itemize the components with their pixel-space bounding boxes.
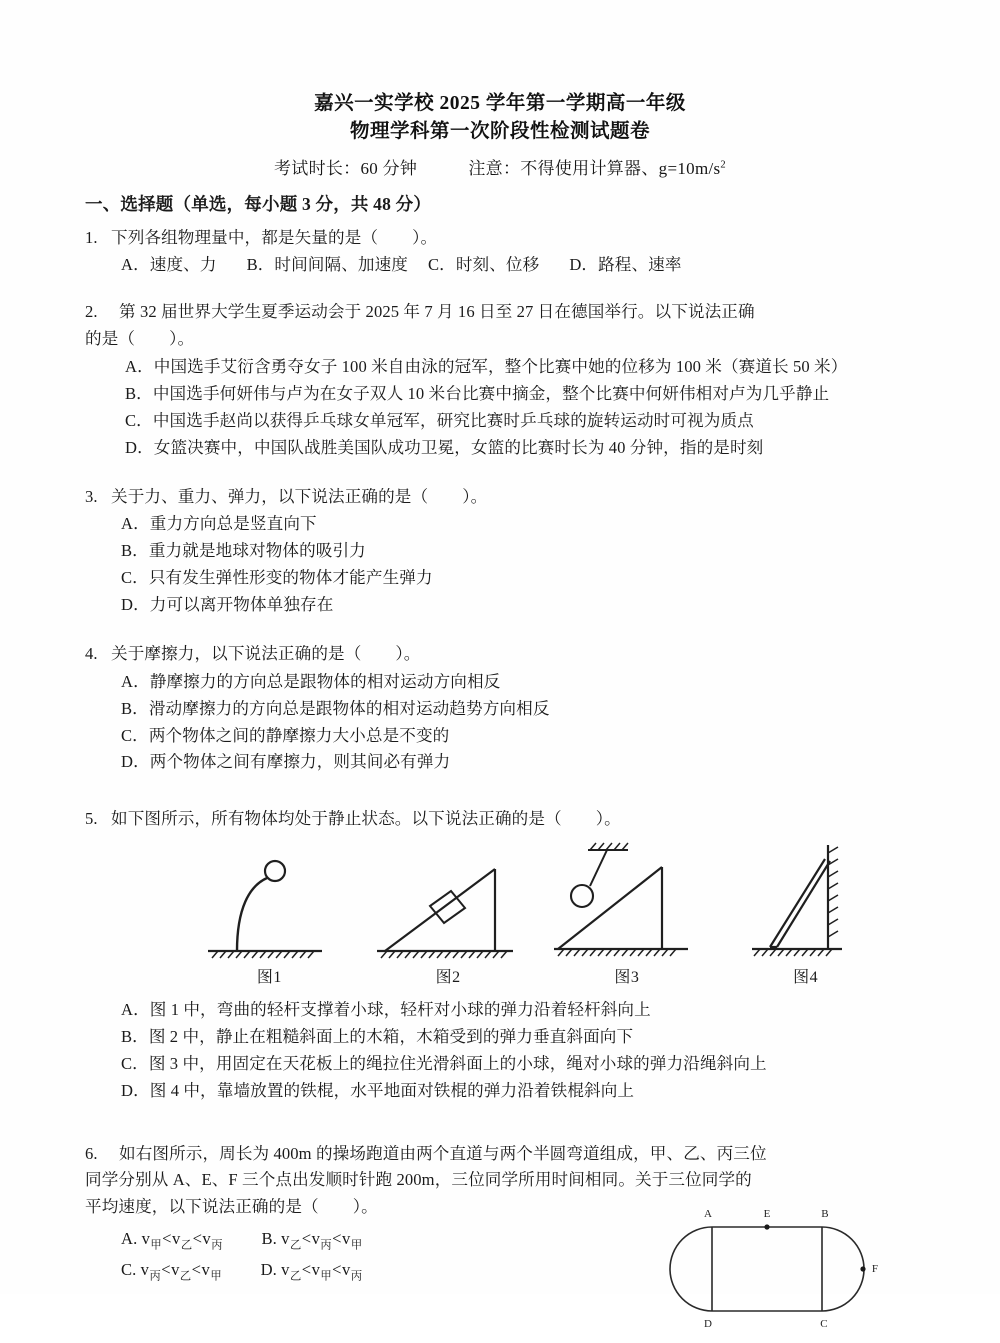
opt-a-sub2: 乙 xyxy=(180,1239,193,1252)
question-5-stem xyxy=(85,806,915,833)
block-on-incline-diagram xyxy=(373,854,523,964)
ball-on-incline-with-rope-diagram xyxy=(552,839,702,964)
opt-d-label: D. xyxy=(260,1259,277,1279)
question-2-stem-line2: 的是（ xyxy=(85,329,136,349)
question-6-track-figure xyxy=(662,1199,897,1343)
gravity-exponent: 2 xyxy=(720,158,726,170)
opt-b-sub1: 乙 xyxy=(289,1239,302,1252)
opt-b-label: B. xyxy=(261,1229,277,1249)
running-track-diagram xyxy=(662,1199,897,1334)
opt-a-sub1: 甲 xyxy=(150,1239,163,1252)
question-4-stem-text: 关于摩擦力，以下说法正确的是（ xyxy=(111,643,362,663)
question-1-stem-text: 下列各组物理量中，都是矢量的是（ xyxy=(111,227,379,247)
exam-notice: 注意：不得使用计算器、g=10m/s xyxy=(468,158,721,178)
opt-a-label: A. xyxy=(121,1229,138,1249)
opt-c-sub2: 乙 xyxy=(179,1270,192,1283)
opt-b-expr: $v_乙<v_丙<v_甲$ xyxy=(281,1229,363,1252)
question-2 xyxy=(85,299,915,461)
question-1-stem-tail: ）。 xyxy=(412,227,438,247)
figure-1 xyxy=(194,854,344,991)
curved-rod-with-ball-diagram xyxy=(204,854,334,964)
question-5-option-d[interactable]: D．图 4 中，靠墙放置的铁棍，水平地面对铁棍的弹力沿着铁棍斜向上 xyxy=(121,1080,635,1100)
rod-against-wall-diagram xyxy=(746,839,866,964)
question-1-text xyxy=(111,225,915,252)
track-label-f: F xyxy=(871,1263,879,1276)
opt-d-sub1: 乙 xyxy=(289,1270,302,1283)
opt-gap xyxy=(408,252,428,279)
opt-b-sub3: 甲 xyxy=(350,1239,363,1252)
question-2-stem-line1: 第 32 届世界大学生夏季运动会于 2025 年 7 月 16 日至 27 日在德国举行。以下说法正确 xyxy=(119,302,755,322)
question-5-text xyxy=(111,806,915,833)
track-point-f-marker xyxy=(860,1267,865,1272)
question-5 xyxy=(85,806,915,1104)
question-1 xyxy=(85,225,915,280)
question-2-option-b[interactable]: B．中国选手何妍伟与卢为在女子双人 10 米台比赛中摘金，整个比赛中何妍伟相对卢为几乎静止 xyxy=(125,383,830,403)
exam-meta xyxy=(85,154,915,179)
figure-2-caption: 图2 xyxy=(435,969,461,987)
school-term-title: 嘉兴一实学校 2025 学年第一学期高一年级 xyxy=(314,93,686,114)
question-5-options xyxy=(85,997,915,1105)
question-1-option-row xyxy=(85,252,915,279)
question-2-text xyxy=(119,299,915,326)
opt-c-sub1: 丙 xyxy=(149,1270,162,1283)
question-3-option-d[interactable]: D．力可以离开物体单独存在 xyxy=(121,595,334,615)
question-1-stem xyxy=(85,225,915,252)
question-2-stem-line2-tail: ）。 xyxy=(169,329,195,349)
question-3-stem-text: 关于力、重力、弹力，以下说法正确的是（ xyxy=(111,486,429,506)
question-2-options xyxy=(85,354,915,462)
question-2-stem xyxy=(85,299,915,326)
question-6-stem-line1: 如右图所示，周长为 400m 的操场跑道由两个直道与两个半圆弯道组成，甲、乙、丙三位 xyxy=(119,1143,767,1163)
opt-d-sub2: 甲 xyxy=(320,1270,333,1283)
opt-d-sub3: 丙 xyxy=(350,1270,363,1283)
figure-4-caption: 图4 xyxy=(793,969,819,987)
question-4-stem-tail: ）。 xyxy=(395,643,421,663)
track-point-e-marker xyxy=(764,1225,769,1230)
question-6-body xyxy=(85,1208,915,1331)
opt-a-expr: $v_甲<v_乙<v_丙$ xyxy=(141,1229,223,1252)
question-3-stem-tail: ）。 xyxy=(462,486,488,506)
question-5-figures xyxy=(85,839,915,991)
question-4-option-a[interactable]: A．静摩擦力的方向总是跟物体的相对运动方向相反 xyxy=(121,671,501,691)
opt-c-label: C. xyxy=(121,1259,137,1279)
question-6-option-a[interactable] xyxy=(121,1229,227,1252)
question-4-option-c[interactable]: C．两个物体之间的静摩擦力大小总是不变的 xyxy=(121,725,450,745)
question-1-number: 1. xyxy=(85,227,98,247)
question-6-number: 6. xyxy=(85,1143,98,1163)
question-6 xyxy=(85,1141,915,1331)
opt-gap xyxy=(217,252,247,279)
question-2-number: 2. xyxy=(85,302,98,322)
question-1-option-b[interactable]: B．时间间隔、加速度 xyxy=(246,255,408,275)
question-5-option-c[interactable]: C．图 3 中，用固定在天花板上的绳拉住光滑斜面上的小球，绳对小球的弹力沿绳斜向上 xyxy=(121,1053,767,1073)
wall-hatch-icon xyxy=(828,847,838,937)
question-6-stem xyxy=(85,1141,915,1168)
question-2-option-c[interactable]: C．中国选手赵尚以获得乒乓球女单冠军，研究比赛时乒乓球的旋转运动时可视为质点 xyxy=(125,410,754,430)
question-6-option-d[interactable] xyxy=(260,1259,363,1283)
question-1-options xyxy=(85,252,915,279)
question-5-option-b[interactable]: B．图 2 中，静止在粗糙斜面上的木箱，木箱受到的弹力垂直斜面向下 xyxy=(121,1026,634,1046)
opt-a-sub3: 丙 xyxy=(211,1239,223,1252)
exam-duration: 考试时长：60 分钟 xyxy=(273,158,418,178)
track-label-a: A xyxy=(703,1208,713,1221)
question-3-number: 3. xyxy=(85,486,98,506)
question-4-stem xyxy=(85,641,915,668)
question-5-option-a[interactable]: A．图 1 中，弯曲的轻杆支撑着小球，轻杆对小球的弹力沿着轻杆斜向上 xyxy=(121,1000,651,1020)
track-label-c: C xyxy=(820,1318,828,1331)
figure-2 xyxy=(373,854,523,991)
question-3-stem xyxy=(85,484,915,511)
question-6-text xyxy=(119,1141,915,1168)
question-6-option-c[interactable] xyxy=(121,1259,226,1283)
figure-4 xyxy=(731,839,881,991)
question-6-stem-line3: 平均速度，以下说法正确的是（ xyxy=(85,1197,319,1217)
track-label-d: D xyxy=(703,1318,713,1331)
question-6-stem-line2: 同学分别从 A、E、F 三个点出发顺时针跑 200m，三位同学所用时间相同。关于三位同学的 xyxy=(85,1170,752,1190)
question-3-option-a[interactable]: A．重力方向总是竖直向下 xyxy=(121,514,317,534)
question-1-option-c[interactable]: C．时刻、位移 xyxy=(427,255,540,275)
question-4-options xyxy=(85,669,915,777)
question-1-option-a[interactable]: A．速度、力 xyxy=(121,255,217,275)
opt-gap xyxy=(539,252,569,279)
question-4 xyxy=(85,641,915,776)
figure-3-caption: 图3 xyxy=(614,969,640,987)
question-3-text xyxy=(111,484,915,511)
question-5-number: 5. xyxy=(85,809,98,829)
question-1-option-d[interactable]: D．路程、速率 xyxy=(569,255,682,275)
question-3-option-b[interactable]: B．重力就是地球对物体的吸引力 xyxy=(121,541,366,561)
question-5-stem-tail: ）。 xyxy=(595,809,621,829)
ceiling-hatch-icon xyxy=(590,843,628,850)
question-2-stem-line2-wrap xyxy=(85,326,915,353)
opt-c-expr: $v_丙<v_乙<v_甲$ xyxy=(140,1259,223,1283)
question-6-option-b[interactable] xyxy=(261,1229,363,1252)
question-2-option-a[interactable]: A．中国选手艾衍含勇夺女子 100 米自由泳的冠军，整个比赛中她的位移为 100 米（赛道长 50 米） xyxy=(125,357,848,377)
question-2-option-d[interactable]: D．女篮决赛中，中国队战胜美国队成功卫冕，女篮的比赛时长为 40 分钟，指的是时刻 xyxy=(125,437,764,457)
question-3-option-c[interactable]: C．只有发生弹性形变的物体才能产生弹力 xyxy=(121,568,433,588)
question-5-stem-text: 如下图所示，所有物体均处于静止状态。以下说法正确的是（ xyxy=(111,809,562,829)
figure-3 xyxy=(552,839,702,991)
question-4-text xyxy=(111,641,915,668)
opt-c-sub3: 甲 xyxy=(210,1270,223,1283)
opt-d-expr: $v_乙<v_甲<v_丙$ xyxy=(281,1259,363,1283)
question-3-options xyxy=(85,511,915,619)
question-4-option-b[interactable]: B．滑动摩擦力的方向总是跟物体的相对运动趋势方向相反 xyxy=(121,698,550,718)
question-6-stem-line3-tail: ）。 xyxy=(352,1197,378,1217)
question-3 xyxy=(85,484,915,619)
question-4-option-d[interactable]: D．两个物体之间有摩擦力，则其间必有弹力 xyxy=(121,752,451,772)
paper-content xyxy=(85,90,915,1331)
figure-1-caption: 图1 xyxy=(256,969,282,987)
opt-b-sub2: 丙 xyxy=(320,1239,333,1252)
track-label-b: B xyxy=(821,1208,829,1221)
page-title xyxy=(85,90,915,147)
subject-exam-title: 物理学科第一次阶段性检测试题卷 xyxy=(349,121,650,143)
track-outline xyxy=(670,1227,864,1311)
question-4-number: 4. xyxy=(85,643,98,663)
track-label-e: E xyxy=(763,1208,771,1221)
section-heading-choice: 一、选择题（单选，每小题 3 分，共 48 分） xyxy=(85,193,432,214)
